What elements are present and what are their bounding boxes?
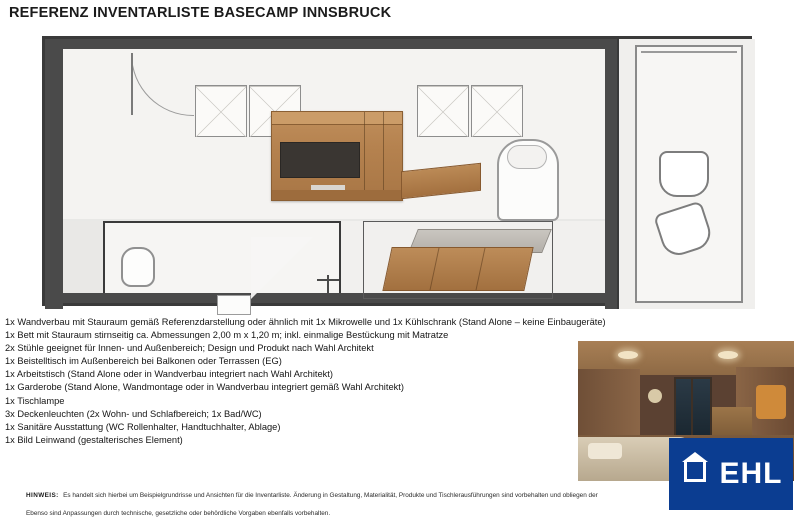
wardrobe-hook bbox=[317, 275, 339, 301]
floorplan-image bbox=[42, 36, 752, 306]
spec-item: 1x Bild Leinwand (gestalterisches Element) bbox=[5, 434, 183, 445]
balcony-railing bbox=[641, 51, 737, 53]
spec-item: 1x Bett mit Stauraum stirnseitig ca. Abmessungen 2,00 m x 1,20 m; inkl. einmalige Bestückung mit Matratze bbox=[5, 330, 449, 341]
toilet-fixture bbox=[121, 247, 155, 287]
footer-note bbox=[26, 484, 726, 520]
cabinet-unit bbox=[417, 85, 469, 137]
spec-item: 1x Garderobe (Stand Alone, Wandmontage oder in Wandverbau integriert gemäß Wahl Architekt) bbox=[5, 382, 404, 393]
footer-text-line-2: Ebenso sind Anpassungen durch technische, gesetzliche oder behördliche Vorgaben ebenfalls vorbehalten. bbox=[26, 510, 331, 517]
cabinet-unit bbox=[195, 85, 247, 137]
bed-pillow bbox=[507, 145, 547, 169]
spec-item: 1x Wandverbau mit Stauraum gemäß Referenzdarstellung oder ähnlich mit 1x Mikrowelle und 1x Kühlschrank (Stand Alone – keine Einbaugeräte) bbox=[5, 317, 606, 327]
spec-item: 1x Tischlampe bbox=[5, 395, 65, 406]
page-title: REFERENZ INVENTARLISTE BASECAMP INNSBRUCK bbox=[9, 5, 392, 21]
photo-pillow bbox=[588, 443, 622, 459]
wall-top bbox=[45, 39, 612, 49]
wall-unit-storage bbox=[271, 111, 403, 201]
spec-item: 1x Arbeitstisch (Stand Alone oder in Wandverbau integriert nach Wahl Architekt) bbox=[5, 369, 333, 380]
spec-item: 2x Stühle geeignet für Innen- und Außenbereich; Design und Produkt nach Wahl Architekt bbox=[5, 343, 374, 354]
house-body-icon bbox=[684, 462, 706, 482]
photo-wall-decor bbox=[648, 389, 662, 403]
entry-area bbox=[63, 221, 103, 299]
floorplan-outline bbox=[42, 36, 752, 306]
entry-door-leaf bbox=[131, 53, 133, 115]
sink-fixture bbox=[217, 295, 251, 315]
shower-area bbox=[251, 237, 313, 299]
spec-item: 1x Sanitäre Ausstattung (WC Rollenhalter, Handtuchhalter, Ablage) bbox=[5, 421, 281, 432]
footer-line-1 bbox=[26, 484, 726, 502]
photo-kitchen-unit bbox=[712, 407, 752, 437]
ceiling-lamp bbox=[718, 351, 738, 359]
cabinet-unit bbox=[471, 85, 523, 137]
cabinet-seam bbox=[430, 248, 440, 290]
wall-unit-base bbox=[272, 190, 402, 200]
hook-arm bbox=[317, 279, 339, 281]
kitchen-block bbox=[375, 229, 545, 293]
footer-text-line-1: Es handelt sich hierbei um Beispielgrundrisse und Ansichten für die Inventarliste. Änderung in Gestaltung, Materialität, Produkte und Tischlerausführungen sind vorbehalten und obliegen der bbox=[63, 492, 598, 499]
wall-unit-door-seam bbox=[383, 112, 384, 200]
spec-item: 3x Deckenleuchten (2x Wohn- und Schlafbereich; 1x Bad/WC) bbox=[5, 408, 262, 419]
wall-unit-shelf bbox=[280, 142, 360, 178]
cabinet-seam bbox=[476, 248, 486, 290]
footer-label: HINWEIS: bbox=[26, 492, 59, 499]
inventory-spec-list bbox=[5, 316, 665, 447]
photo-canvas-art bbox=[756, 385, 786, 419]
wall-left bbox=[45, 39, 63, 309]
logo-text: EHL bbox=[719, 457, 783, 490]
ceiling-lamp bbox=[618, 351, 638, 359]
wall-balcony-divider bbox=[605, 39, 617, 309]
footer-line-2 bbox=[26, 502, 726, 520]
spec-item: 1x Beistelltisch im Außenbereich bei Balkonen oder Terrassen (EG) bbox=[5, 356, 282, 367]
wall-unit-door-seam bbox=[364, 112, 365, 200]
balcony-chair bbox=[659, 151, 709, 197]
house-roof-icon bbox=[682, 452, 708, 462]
kitchen-cabinet-fronts bbox=[382, 247, 533, 291]
